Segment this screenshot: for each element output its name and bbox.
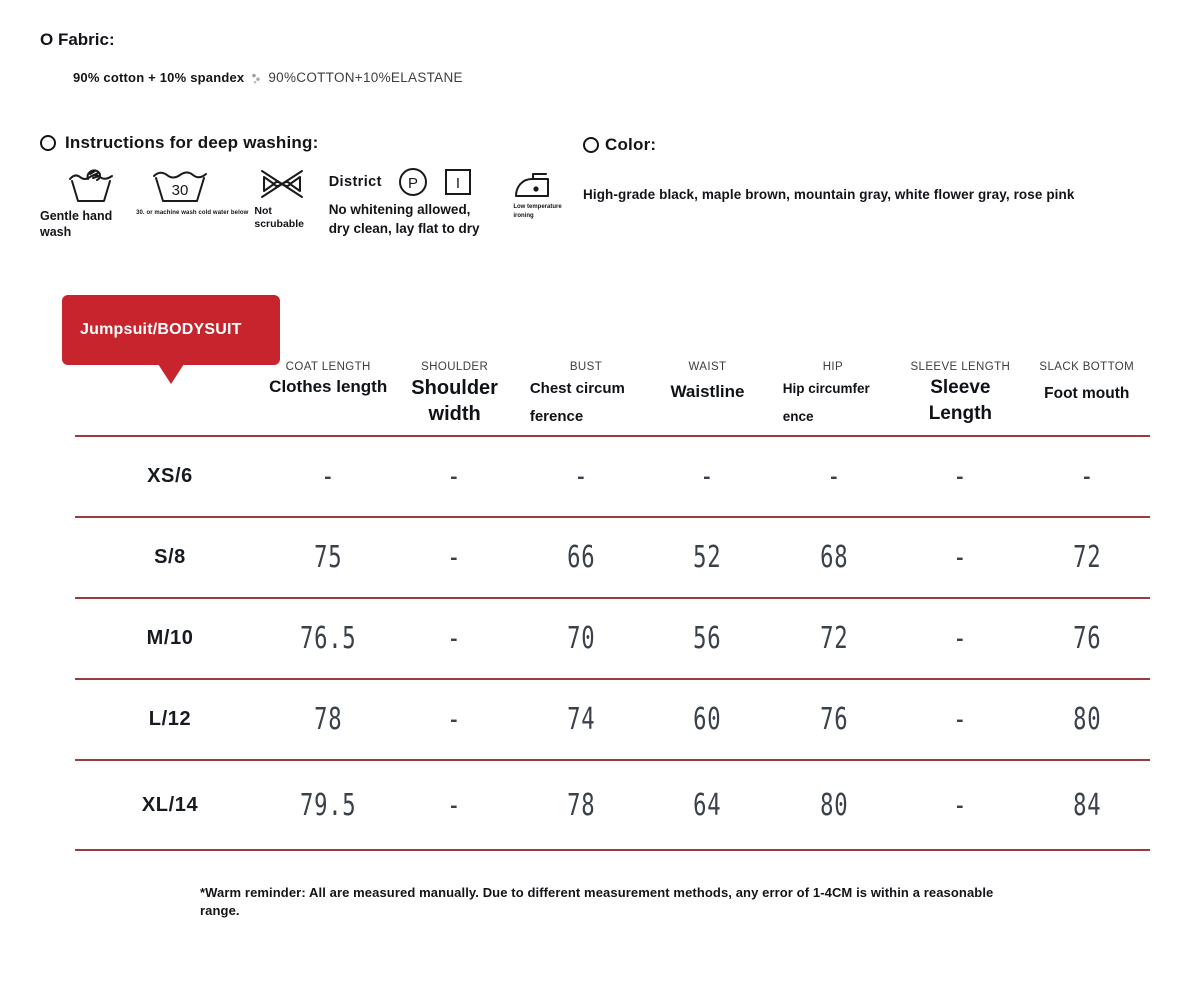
care-label: Not scrubable bbox=[254, 205, 304, 231]
table-row bbox=[75, 599, 1150, 680]
color-section bbox=[583, 135, 1095, 204]
smudge-mark-icon bbox=[251, 72, 261, 84]
care-symbols-row bbox=[40, 167, 570, 241]
washing-heading-label: Instructions for deep washing: bbox=[65, 133, 319, 152]
product-type-label: Jumpsuit/BODYSUIT bbox=[80, 321, 242, 338]
size-value: - bbox=[447, 459, 462, 494]
table-corner bbox=[75, 355, 265, 435]
size-value: - bbox=[953, 787, 968, 823]
column-header-label: Chest circumference bbox=[529, 380, 625, 426]
measurement-footnote: *Warm reminder: All are measured manually. Due to different measurement methods, any error of 1-4CM is within a reasonable range. bbox=[200, 885, 994, 918]
size-label: XL/14 bbox=[141, 793, 199, 816]
column-header bbox=[771, 355, 897, 435]
column-header bbox=[897, 355, 1023, 435]
size-value: 72 bbox=[819, 621, 849, 656]
size-value: 80 bbox=[1072, 702, 1101, 737]
column-header-label: Foot mouth bbox=[1044, 385, 1130, 402]
washing-heading bbox=[40, 133, 570, 153]
column-header bbox=[391, 355, 517, 435]
size-value: 78 bbox=[566, 787, 596, 823]
size-label: M/10 bbox=[146, 627, 194, 649]
care-title: District bbox=[328, 174, 382, 190]
circle-bullet-icon bbox=[583, 137, 599, 153]
dry-clean-letter: P bbox=[407, 175, 418, 192]
size-value: 76 bbox=[819, 702, 849, 737]
fabric-heading: O Fabric: bbox=[40, 30, 115, 49]
column-header-en: SLEEVE LENGTH bbox=[910, 361, 1011, 373]
size-value: 64 bbox=[693, 787, 722, 823]
size-value: - bbox=[321, 459, 336, 494]
care-label: No whitening allowed, dry clean, lay flat to dry bbox=[328, 202, 480, 236]
size-label: S/8 bbox=[154, 546, 186, 568]
color-heading-label: Color: bbox=[605, 135, 657, 154]
fabric-composition-primary: 90% cotton + 10% spandex bbox=[73, 70, 245, 85]
size-value: - bbox=[953, 540, 968, 575]
size-value: 52 bbox=[693, 540, 722, 575]
size-value: 56 bbox=[693, 621, 722, 656]
size-value: - bbox=[700, 459, 715, 494]
column-header bbox=[518, 355, 644, 435]
size-value: 70 bbox=[566, 621, 596, 656]
size-value: 60 bbox=[693, 702, 722, 737]
do-not-wring-icon bbox=[259, 167, 305, 201]
care-item-do-not-wring bbox=[254, 167, 314, 231]
size-value: 84 bbox=[1072, 787, 1101, 823]
care-item-hand-wash bbox=[40, 167, 124, 241]
size-label: L/12 bbox=[148, 708, 192, 730]
low-temperature-iron-icon bbox=[513, 171, 551, 199]
column-header-en: COAT LENGTH bbox=[285, 361, 371, 373]
size-value: 75 bbox=[314, 540, 343, 575]
table-row bbox=[75, 518, 1150, 599]
bleach-dryclean-header bbox=[329, 167, 492, 197]
size-value: - bbox=[826, 459, 841, 494]
column-header-en: HIP bbox=[822, 361, 844, 373]
column-header-en: BUST bbox=[569, 361, 603, 373]
table-row bbox=[75, 437, 1150, 518]
table-row bbox=[75, 761, 1150, 851]
size-table bbox=[75, 355, 1150, 851]
circle-bullet-icon bbox=[40, 135, 56, 151]
gentle-hand-wash-icon bbox=[68, 167, 114, 205]
column-header-label: Shoulder width bbox=[411, 377, 498, 426]
care-label: 30. or machine wash cold water below bbox=[136, 210, 249, 216]
column-header bbox=[265, 355, 391, 435]
column-header-label: Clothes length bbox=[269, 377, 388, 396]
size-value: 74 bbox=[566, 702, 596, 737]
care-item-machine-wash-30 bbox=[136, 167, 248, 216]
column-header-en: SHOULDER bbox=[421, 361, 489, 373]
size-value: - bbox=[574, 459, 589, 494]
size-value: - bbox=[953, 702, 968, 737]
column-header-label: Sleeve Length bbox=[928, 377, 993, 424]
size-value: - bbox=[447, 540, 462, 575]
fabric-composition bbox=[73, 70, 463, 85]
fabric-composition-secondary: 90%COTTON+10%ELASTANE bbox=[268, 70, 463, 85]
table-row bbox=[75, 680, 1150, 761]
care-item-bleach-dryclean bbox=[329, 167, 492, 239]
square-letter: I bbox=[455, 175, 460, 192]
size-value: 76.5 bbox=[299, 621, 357, 656]
size-table-header bbox=[75, 355, 1150, 437]
size-label: XS/6 bbox=[147, 465, 193, 487]
size-value: - bbox=[953, 459, 968, 494]
column-header bbox=[1024, 355, 1150, 435]
size-value: - bbox=[447, 621, 462, 656]
size-value: 68 bbox=[819, 540, 849, 575]
size-value: - bbox=[447, 702, 462, 737]
column-header-en: SLACK BOTTOM bbox=[1039, 361, 1135, 373]
washing-section bbox=[40, 133, 570, 241]
size-value: - bbox=[1079, 459, 1094, 494]
column-header-label: Hip circumference bbox=[782, 381, 870, 424]
column-header bbox=[644, 355, 770, 435]
size-value: 78 bbox=[314, 702, 343, 737]
size-value: 66 bbox=[566, 540, 596, 575]
care-label: Low temperature ironing bbox=[513, 204, 562, 219]
size-value: 79.5 bbox=[299, 787, 357, 823]
column-header-label: Waistline bbox=[670, 382, 745, 401]
square-i-icon bbox=[444, 168, 472, 196]
size-value: 80 bbox=[819, 787, 849, 823]
care-label: Gentle hand wash bbox=[40, 209, 113, 240]
size-table-body bbox=[75, 437, 1150, 851]
size-value: - bbox=[447, 787, 462, 823]
column-header-en: WAIST bbox=[688, 361, 727, 373]
care-item-low-temp-iron bbox=[513, 171, 570, 221]
size-value: - bbox=[953, 621, 968, 656]
color-heading bbox=[583, 135, 1095, 155]
wash-temperature-label: 30 bbox=[171, 182, 189, 199]
dry-clean-p-icon bbox=[398, 167, 428, 197]
size-value: 76 bbox=[1072, 621, 1101, 656]
color-values: High-grade black, maple brown, mountain gray, white flower gray, rose pink bbox=[583, 187, 1075, 202]
size-value: 72 bbox=[1072, 540, 1101, 575]
fabric-section bbox=[40, 30, 463, 85]
machine-wash-30-icon bbox=[152, 167, 208, 205]
